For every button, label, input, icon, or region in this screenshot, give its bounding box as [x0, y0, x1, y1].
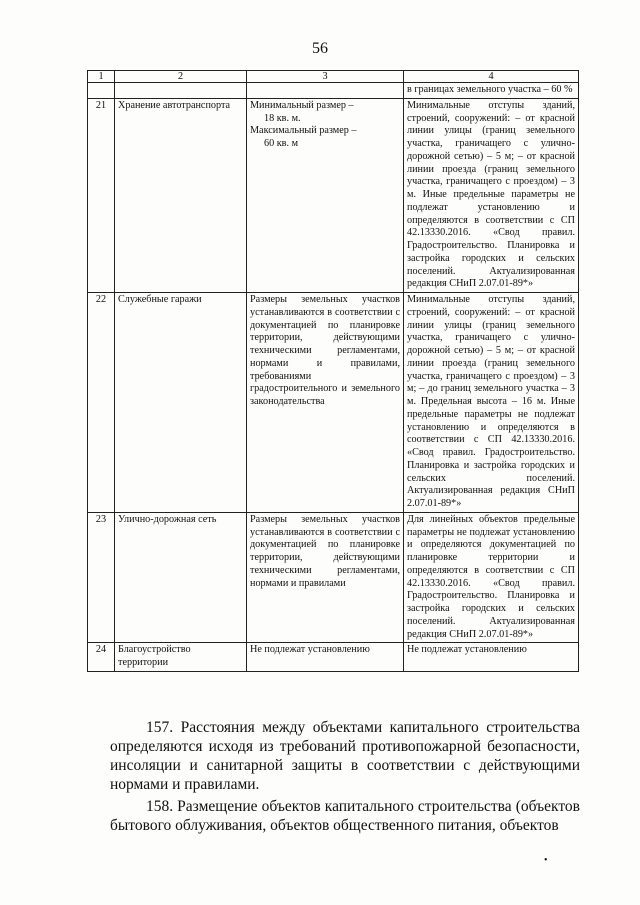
header-col-2: 2 [115, 71, 247, 83]
row-name: Хранение автотранспорта [115, 98, 247, 292]
header-col-1: 1 [88, 71, 115, 83]
header-col-4: 4 [404, 71, 579, 83]
page-number: 56 [312, 40, 328, 57]
row-number: 21 [88, 98, 115, 292]
size-line: Максимальный размер – [250, 125, 357, 137]
row-params: Минимальные отступы зданий, строений, сооружений: – от красной линии улицы (границ земельного участка, граничащего с улично-дорожной сетью) – 5 м; – от красной линии проезда (границ земельного участка, граничащего с проездом) – 3 м; – до границ земельного участка – 3 м. Предельная высота – 16 м. Иные предельные параметры не подлежат установлению и определяются в соответствии с СП 42.13330.2016. «Свод правил. Градостроительство. Планировка и застройка городских и сельских поселений. Актуализированная редакция СНиП 2.07.01-89*» [404, 293, 579, 513]
row-size: Не подлежат установлению [247, 643, 404, 672]
table-row [88, 512, 579, 643]
row-size: Размеры земельных участков устанавливаются в соответствии с документацией по планировке территории, действующими техническими регламентами, нормами и правилами, требованиями градостроительного и земельного законодательства [247, 293, 404, 513]
size-line: 18 кв. м. [264, 112, 301, 124]
table-row [88, 293, 579, 513]
header-col-3: 3 [247, 71, 404, 83]
row-name: Благоустройство территории [115, 643, 247, 672]
paragraph-157: 157. Расстояния между объектами капитального строительства определяются исходя из требований противопожарной безопасности, инсоляции и санитарной защиты в соответствии с действующими нормами и правилами. [110, 719, 580, 793]
row-name: Служебные гаражи [115, 293, 247, 513]
table-row [88, 643, 579, 672]
paragraph-158: 158. Размещение объектов капитального строительства (объектов бытового облуживания, объектов общественного питания, объектов [110, 798, 580, 834]
row-size: Размеры земельных участков устанавливаются в соответствии с документацией по планировке территории, действующими техническими регламентами, нормами и правилами [247, 512, 404, 643]
regulations-table [87, 70, 579, 672]
row-number: 23 [88, 512, 115, 643]
row-number: 24 [88, 643, 115, 672]
row-size [247, 98, 404, 292]
table-header-row [88, 71, 579, 83]
row-params: Минимальные отступы зданий, строений, сооружений: – от красной линии улицы (границ земельного участка, граничащего с улично-дорожной сетью) – 5 м; – от красной линии проезда (границ земельного участка, граничащего с проездом) – 3 м. Иные предельные параметры не подлежат установлению и определяются в соответствии с СП 42.13330.2016. «Свод правил. Градостроительство. Планировка и застройка городских и сельских поселений. Актуализированная редакция СНиП 2.07.01-89*» [404, 98, 579, 292]
row-params: Для линейных объектов предельные параметры не подлежат установлению и определяются документацией по планировке территории и определяются в соответствии с СП 42.13330.2016. «Свод правил. Градостроительство. Планировка и застройка городских и сельских поселений. Актуализированная редакция СНиП 2.07.01-89*» [404, 512, 579, 643]
footer-mark: • [544, 855, 548, 866]
continuation-cell: в границах земельного участка – 60 % [404, 83, 579, 99]
size-line: 60 кв. м [264, 138, 299, 150]
table-row-continuation [88, 83, 579, 99]
row-name: Улично-дорожная сеть [115, 512, 247, 643]
table-row [88, 98, 579, 292]
size-line: Минимальный размер – [250, 99, 354, 111]
row-number: 22 [88, 293, 115, 513]
row-params: Не подлежат установлению [404, 643, 579, 672]
